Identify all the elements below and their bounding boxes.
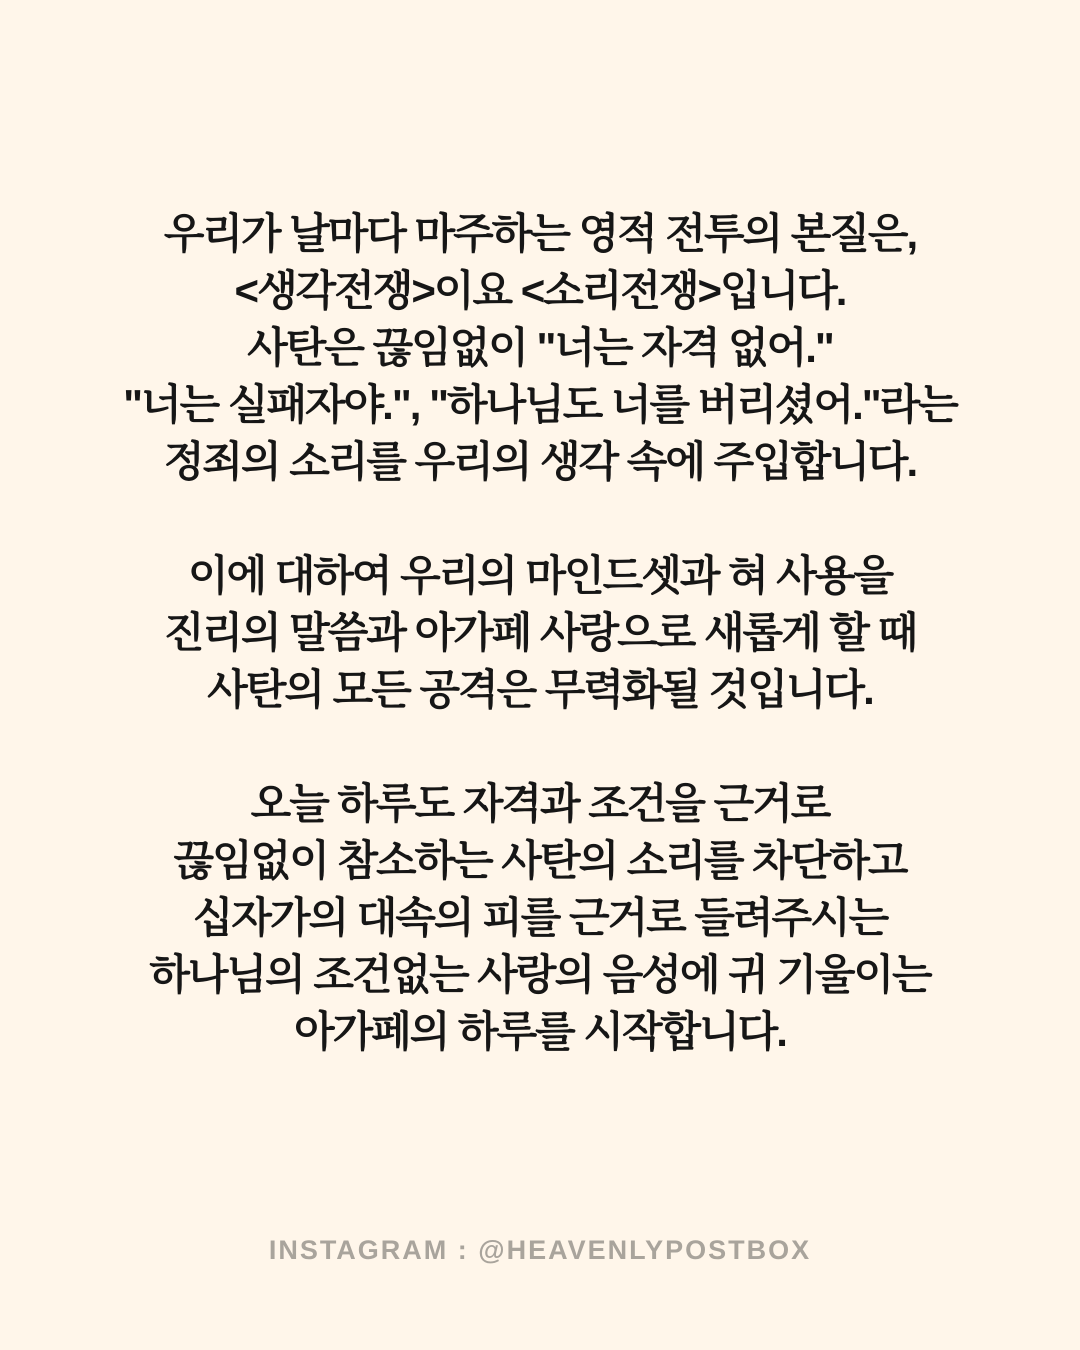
text-line: "너는 실패자야.", "하나님도 너를 버리셨어."라는 [123,381,957,428]
text-line: 우리가 날마다 마주하는 영적 전투의 본질은, [163,210,917,257]
paragraph-mindset-renewal [0,547,1080,718]
text-line: 사탄의 모든 공격은 무력화될 것입니다. [207,666,873,713]
text-line: 정죄의 소리를 우리의 생각 속에 주입합니다. [163,438,917,485]
instagram-handle: INSTAGRAM : @HEAVENLYPOSTBOX [268,1235,812,1265]
text-line: 십자가의 대속의 피를 근거로 들려주시는 [192,894,888,941]
text-line: 오늘 하루도 자격과 조건을 근거로 [250,780,830,827]
text-line: 진리의 말씀과 아가페 사랑으로 새롭게 할 때 [163,609,917,656]
text-line: 사탄은 끊임없이 "너는 자격 없어." [247,324,833,371]
text-line: <생각전쟁>이요 <소리전쟁>입니다. [234,267,846,314]
paragraph-agape-day [0,775,1080,1060]
text-line: 아가페의 하루를 시작합니다. [294,1008,786,1055]
text-line: 하나님의 조건없는 사랑의 음성에 귀 기울이는 [149,951,931,998]
text-line: 이에 대하여 우리의 마인드셋과 혀 사용을 [187,552,893,599]
paragraph-spiritual-battle [0,205,1080,490]
text-line: 끊임없이 참소하는 사탄의 소리를 차단하고 [173,837,907,884]
devotional-text [0,205,1080,1060]
